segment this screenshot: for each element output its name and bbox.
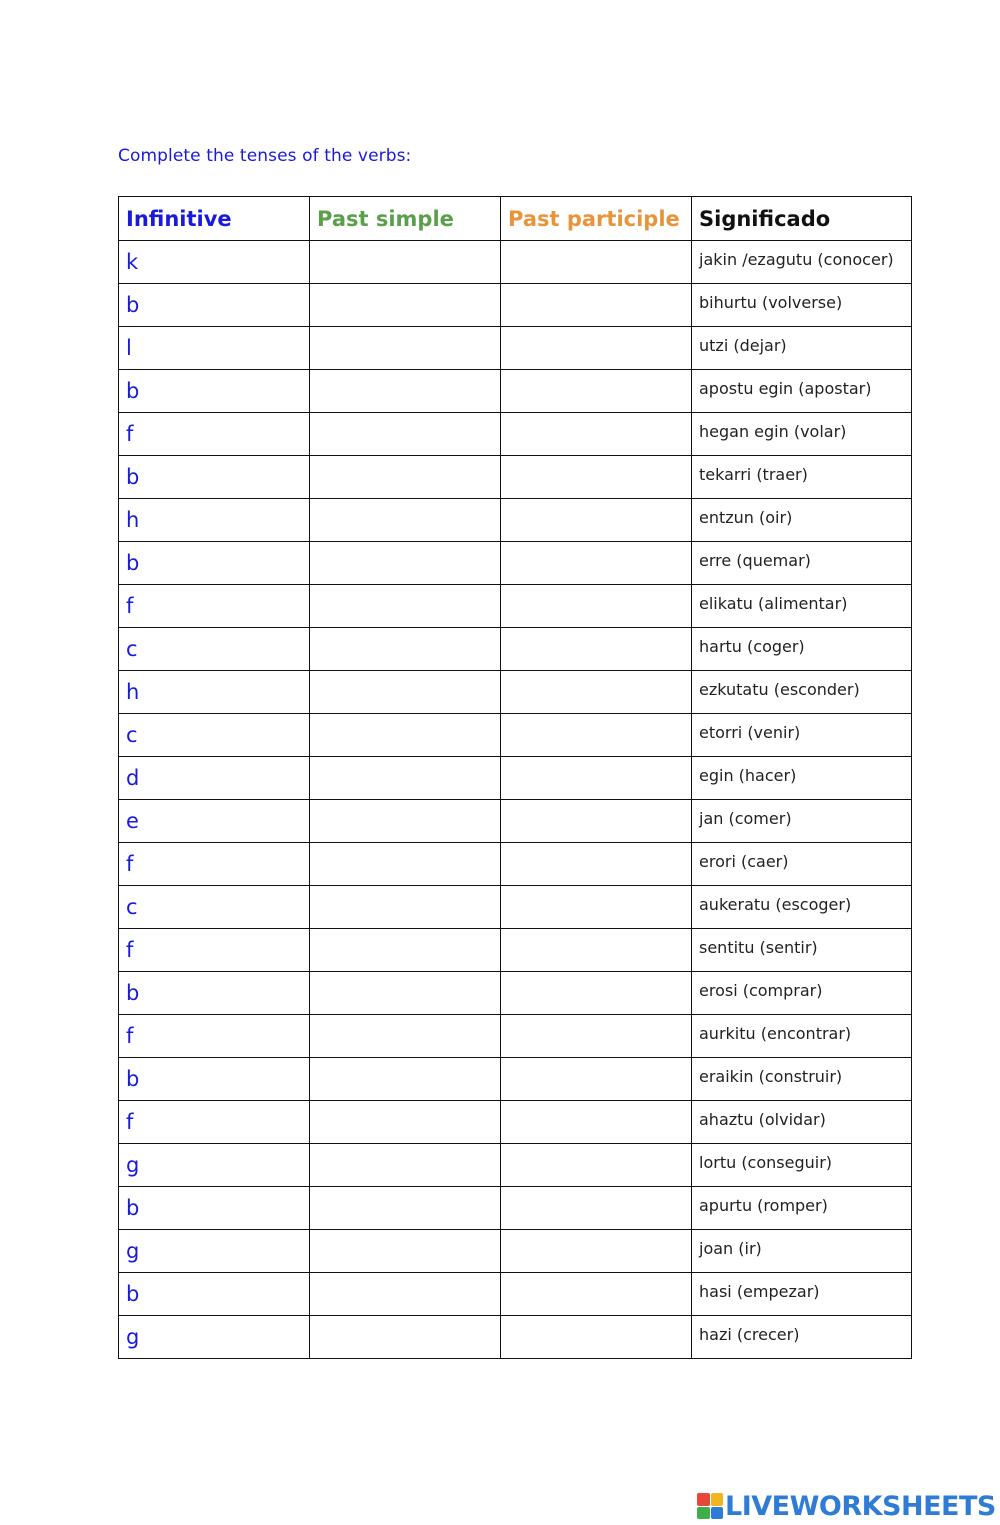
meaning-text: tekarri (traer)	[699, 464, 808, 484]
past-participle-cell[interactable]	[501, 843, 692, 886]
infinitive-cell[interactable]	[119, 1101, 310, 1144]
infinitive-hint-letter: g	[126, 1325, 140, 1349]
table-row	[119, 843, 912, 886]
infinitive-hint-letter: b	[126, 1282, 140, 1306]
past-participle-cell[interactable]	[501, 1144, 692, 1187]
infinitive-cell[interactable]	[119, 1144, 310, 1187]
past-participle-cell[interactable]	[501, 714, 692, 757]
header-past-participle: Past participle	[501, 197, 692, 241]
infinitive-hint-letter: f	[126, 938, 134, 962]
infinitive-cell[interactable]	[119, 585, 310, 628]
past-simple-cell[interactable]	[310, 929, 501, 972]
past-participle-cell[interactable]	[501, 1058, 692, 1101]
table-row	[119, 499, 912, 542]
logo-mark-icon	[697, 1493, 723, 1519]
meaning-text: apurtu (romper)	[699, 1195, 828, 1215]
infinitive-hint-letter: b	[126, 293, 140, 317]
table-row	[119, 1015, 912, 1058]
meaning-text: hazi (crecer)	[699, 1324, 800, 1344]
past-simple-cell[interactable]	[310, 843, 501, 886]
meaning-text: etorri (venir)	[699, 722, 801, 742]
past-simple-cell[interactable]	[310, 1273, 501, 1316]
past-participle-cell[interactable]	[501, 800, 692, 843]
infinitive-hint-letter: f	[126, 852, 134, 876]
table-row	[119, 1273, 912, 1316]
table-row	[119, 929, 912, 972]
meaning-text: joan (ir)	[699, 1238, 762, 1258]
table-row	[119, 671, 912, 714]
meaning-cell	[692, 370, 912, 413]
past-participle-cell[interactable]	[501, 499, 692, 542]
meaning-cell	[692, 585, 912, 628]
meaning-cell	[692, 929, 912, 972]
meaning-cell	[692, 1144, 912, 1187]
infinitive-cell[interactable]	[119, 284, 310, 327]
table-row	[119, 542, 912, 585]
table-row	[119, 456, 912, 499]
table-row	[119, 757, 912, 800]
past-simple-cell[interactable]	[310, 284, 501, 327]
meaning-cell	[692, 542, 912, 585]
infinitive-cell[interactable]	[119, 843, 310, 886]
past-simple-cell[interactable]	[310, 1316, 501, 1359]
meaning-text: aukeratu (escoger)	[699, 894, 852, 914]
past-participle-cell[interactable]	[501, 327, 692, 370]
logo-square-4	[711, 1507, 724, 1520]
past-simple-cell[interactable]	[310, 886, 501, 929]
infinitive-hint-letter: f	[126, 1024, 134, 1048]
verb-table	[118, 196, 912, 1359]
past-participle-cell[interactable]	[501, 241, 692, 284]
table-row	[119, 241, 912, 284]
past-simple-cell[interactable]	[310, 1144, 501, 1187]
meaning-cell	[692, 327, 912, 370]
infinitive-hint-letter: b	[126, 379, 140, 403]
past-participle-cell[interactable]	[501, 886, 692, 929]
meaning-cell	[692, 1015, 912, 1058]
past-participle-cell[interactable]	[501, 1230, 692, 1273]
table-row	[119, 1230, 912, 1273]
infinitive-cell[interactable]	[119, 628, 310, 671]
logo-square-3	[697, 1507, 710, 1520]
past-simple-cell[interactable]	[310, 1101, 501, 1144]
table-row	[119, 1187, 912, 1230]
infinitive-hint-letter: e	[126, 809, 139, 833]
table-row	[119, 284, 912, 327]
meaning-cell	[692, 1273, 912, 1316]
infinitive-cell[interactable]	[119, 1015, 310, 1058]
past-participle-cell[interactable]	[501, 585, 692, 628]
past-simple-cell[interactable]	[310, 241, 501, 284]
table-row	[119, 585, 912, 628]
instruction-text: Complete the tenses of the verbs:	[118, 146, 412, 166]
infinitive-hint-letter: f	[126, 594, 134, 618]
meaning-cell	[692, 499, 912, 542]
infinitive-hint-letter: c	[126, 895, 138, 919]
past-participle-cell[interactable]	[501, 542, 692, 585]
infinitive-cell[interactable]	[119, 972, 310, 1015]
table-row	[119, 714, 912, 757]
infinitive-cell[interactable]	[119, 886, 310, 929]
meaning-cell	[692, 1316, 912, 1359]
table-row	[119, 413, 912, 456]
past-participle-cell[interactable]	[501, 671, 692, 714]
past-simple-cell[interactable]	[310, 1058, 501, 1101]
meaning-text: entzun (oir)	[699, 507, 793, 527]
infinitive-hint-letter: h	[126, 680, 140, 704]
infinitive-hint-letter: l	[126, 336, 132, 360]
past-simple-cell[interactable]	[310, 972, 501, 1015]
infinitive-hint-letter: b	[126, 465, 140, 489]
table-header-row	[119, 197, 912, 241]
meaning-text: erre (quemar)	[699, 550, 811, 570]
header-infinitive: Infinitive	[119, 197, 310, 241]
table-row	[119, 1316, 912, 1359]
table-row	[119, 628, 912, 671]
past-participle-cell[interactable]	[501, 413, 692, 456]
table-row	[119, 1058, 912, 1101]
infinitive-hint-letter: b	[126, 1067, 140, 1091]
table-row	[119, 886, 912, 929]
infinitive-cell[interactable]	[119, 1230, 310, 1273]
infinitive-hint-letter: b	[126, 1196, 140, 1220]
meaning-text: jan (comer)	[699, 808, 792, 828]
infinitive-hint-letter: b	[126, 981, 140, 1005]
infinitive-cell[interactable]	[119, 499, 310, 542]
meaning-text: sentitu (sentir)	[699, 937, 818, 957]
meaning-cell	[692, 671, 912, 714]
past-simple-cell[interactable]	[310, 757, 501, 800]
past-simple-cell[interactable]	[310, 1015, 501, 1058]
meaning-cell	[692, 800, 912, 843]
infinitive-hint-letter: c	[126, 637, 138, 661]
past-simple-cell[interactable]	[310, 714, 501, 757]
meaning-cell	[692, 757, 912, 800]
infinitive-cell[interactable]	[119, 327, 310, 370]
meaning-text: ezkutatu (esconder)	[699, 679, 860, 699]
past-participle-cell[interactable]	[501, 370, 692, 413]
infinitive-cell[interactable]	[119, 1187, 310, 1230]
meaning-cell	[692, 1187, 912, 1230]
table-row	[119, 1101, 912, 1144]
meaning-cell	[692, 628, 912, 671]
past-participle-cell[interactable]	[501, 628, 692, 671]
past-participle-cell[interactable]	[501, 972, 692, 1015]
table-row	[119, 972, 912, 1015]
past-participle-cell[interactable]	[501, 1273, 692, 1316]
meaning-cell	[692, 284, 912, 327]
infinitive-cell[interactable]	[119, 671, 310, 714]
past-participle-cell[interactable]	[501, 456, 692, 499]
meaning-text: elikatu (alimentar)	[699, 593, 848, 613]
infinitive-hint-letter: g	[126, 1153, 140, 1177]
logo-square-1	[697, 1493, 710, 1506]
meaning-text: eraikin (construir)	[699, 1066, 843, 1086]
header-past-simple: Past simple	[310, 197, 501, 241]
table-row	[119, 800, 912, 843]
past-simple-cell[interactable]	[310, 370, 501, 413]
infinitive-hint-letter: f	[126, 1110, 134, 1134]
infinitive-hint-letter: h	[126, 508, 140, 532]
meaning-cell	[692, 714, 912, 757]
meaning-cell	[692, 413, 912, 456]
meaning-text: aurkitu (encontrar)	[699, 1023, 852, 1043]
infinitive-hint-letter: k	[126, 250, 139, 274]
meaning-cell	[692, 1101, 912, 1144]
past-simple-cell[interactable]	[310, 800, 501, 843]
infinitive-cell[interactable]	[119, 370, 310, 413]
meaning-text: egin (hacer)	[699, 765, 797, 785]
table-row	[119, 327, 912, 370]
meaning-text: hartu (coger)	[699, 636, 805, 656]
logo-square-2	[711, 1493, 724, 1506]
meaning-cell	[692, 1058, 912, 1101]
infinitive-cell[interactable]	[119, 1316, 310, 1359]
infinitive-cell[interactable]	[119, 714, 310, 757]
infinitive-cell[interactable]	[119, 542, 310, 585]
meaning-cell	[692, 1230, 912, 1273]
infinitive-hint-letter: d	[126, 766, 140, 790]
infinitive-hint-letter: f	[126, 422, 134, 446]
meaning-cell	[692, 843, 912, 886]
infinitive-hint-letter: b	[126, 551, 140, 575]
past-participle-cell[interactable]	[501, 929, 692, 972]
past-simple-cell[interactable]	[310, 542, 501, 585]
past-simple-cell[interactable]	[310, 327, 501, 370]
meaning-text: apostu egin (apostar)	[699, 378, 872, 398]
past-simple-cell[interactable]	[310, 628, 501, 671]
meaning-text: lortu (conseguir)	[699, 1152, 833, 1172]
past-simple-cell[interactable]	[310, 413, 501, 456]
header-significado: Significado	[692, 197, 912, 241]
infinitive-cell[interactable]	[119, 929, 310, 972]
past-participle-cell[interactable]	[501, 757, 692, 800]
infinitive-cell[interactable]	[119, 413, 310, 456]
meaning-cell	[692, 972, 912, 1015]
past-simple-cell[interactable]	[310, 1187, 501, 1230]
meaning-text: jakin /ezagutu (conocer)	[699, 249, 894, 269]
meaning-text: bihurtu (volverse)	[699, 292, 843, 312]
meaning-text: hegan egin (volar)	[699, 421, 847, 441]
infinitive-cell[interactable]	[119, 241, 310, 284]
past-participle-cell[interactable]	[501, 1316, 692, 1359]
past-simple-cell[interactable]	[310, 671, 501, 714]
meaning-text: hasi (empezar)	[699, 1281, 820, 1301]
past-simple-cell[interactable]	[310, 456, 501, 499]
meaning-cell	[692, 456, 912, 499]
meaning-text: ahaztu (olvidar)	[699, 1109, 826, 1129]
past-simple-cell[interactable]	[310, 1230, 501, 1273]
logo-text: LIVEWORKSHEETS	[725, 1490, 996, 1522]
meaning-cell	[692, 886, 912, 929]
table-row	[119, 370, 912, 413]
liveworksheets-logo	[697, 1488, 996, 1524]
infinitive-cell[interactable]	[119, 1058, 310, 1101]
past-simple-cell[interactable]	[310, 499, 501, 542]
infinitive-cell[interactable]	[119, 456, 310, 499]
past-participle-cell[interactable]	[501, 284, 692, 327]
past-participle-cell[interactable]	[501, 1187, 692, 1230]
past-participle-cell[interactable]	[501, 1015, 692, 1058]
infinitive-cell[interactable]	[119, 800, 310, 843]
infinitive-hint-letter: g	[126, 1239, 140, 1263]
meaning-text: erori (caer)	[699, 851, 789, 871]
past-participle-cell[interactable]	[501, 1101, 692, 1144]
meaning-cell	[692, 241, 912, 284]
meaning-text: utzi (dejar)	[699, 335, 787, 355]
infinitive-hint-letter: c	[126, 723, 138, 747]
meaning-text: erosi (comprar)	[699, 980, 823, 1000]
table-row	[119, 1144, 912, 1187]
infinitive-cell[interactable]	[119, 1273, 310, 1316]
infinitive-cell[interactable]	[119, 757, 310, 800]
past-simple-cell[interactable]	[310, 585, 501, 628]
